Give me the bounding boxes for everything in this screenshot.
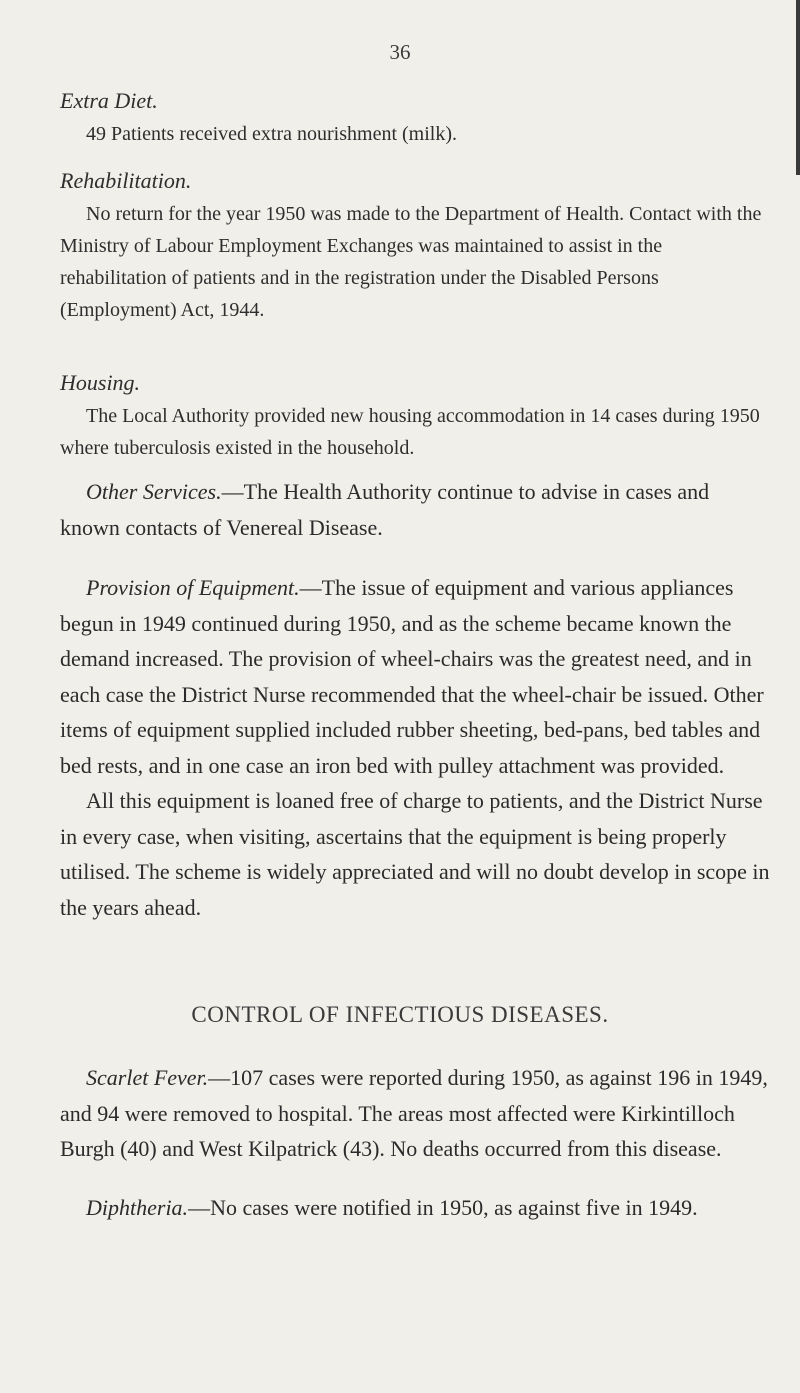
page-number: 36	[389, 40, 411, 64]
section-other-services	[60, 474, 770, 545]
section-housing	[60, 366, 770, 464]
lead-scarlet-fever: Scarlet Fever.	[86, 1065, 209, 1090]
section-rehabilitation	[60, 164, 770, 326]
text-scarlet-fever: —107 cases were reported during 1950, as against 196 in 1949, and 94 were removed to hospital. The areas most affected were Kirkintilloch Burgh (40) and West Kilpatrick (43). No deaths occurred from this disease.	[60, 1065, 768, 1161]
section-extra-diet	[60, 84, 770, 150]
section-scarlet-fever	[60, 1060, 770, 1167]
text-rehabilitation: No return for the year 1950 was made to the Department of Health. Contact with the Ministry of Labour Employment Exchanges was maintained to assist in the rehabilitation of patients and in the registration under the Disabled Persons (Employment) Act, 1944.	[60, 203, 762, 321]
para-equipment-loaned: All this equipment is loaned free of charge to patients, and the District Nurse in every case, when visiting, ascertains that the equipment is being properly utilised. The scheme is widely appreciated and will no doubt develop in scope in the years ahead.	[60, 788, 770, 920]
heading-extra-diet: Extra Diet.	[60, 88, 158, 113]
heading-rehabilitation: Rehabilitation.	[60, 168, 192, 193]
para-other-services	[60, 474, 770, 545]
page-edge	[796, 0, 800, 175]
section-provision-of-equipment	[60, 570, 770, 925]
section-diphtheria	[60, 1190, 770, 1226]
text-extra-diet: 49 Patients received extra nourishment (milk).	[86, 123, 458, 145]
text-diphtheria: —No cases were notified in 1950, as against five in 1949.	[188, 1195, 698, 1220]
lead-diphtheria: Diphtheria.	[86, 1195, 189, 1220]
text-other-services: —The Health Authority continue to advise in cases and known contacts of Venereal Disease.	[60, 479, 710, 540]
section-title-control-infectious-diseases: CONTROL OF INFECTIOUS DISEASES.	[191, 1002, 609, 1027]
text-provision-of-equipment: —The issue of equipment and various appliances begun in 1949 continued during 1950, and as the scheme became known the demand increased. The provision of wheel-chairs was the greatest need, and in each case the District Nurse recommended that the wheel-chair be issued. Other items of equipment supplied included rubber sheeting, bed-pans, bed tables and bed rests, and in one case an iron bed with pulley attachment was provided.	[60, 575, 764, 778]
heading-housing: Housing.	[60, 370, 141, 395]
lead-provision-of-equipment: Provision of Equipment.	[86, 575, 300, 600]
lead-other-services: Other Services.	[86, 479, 222, 504]
text-housing: The Local Authority provided new housing accommodation in 14 cases during 1950 where tuberculosis existed in the household.	[60, 405, 760, 459]
para-provision-of-equipment	[60, 570, 770, 783]
para-diphtheria	[60, 1190, 770, 1226]
para-scarlet-fever	[60, 1060, 770, 1167]
